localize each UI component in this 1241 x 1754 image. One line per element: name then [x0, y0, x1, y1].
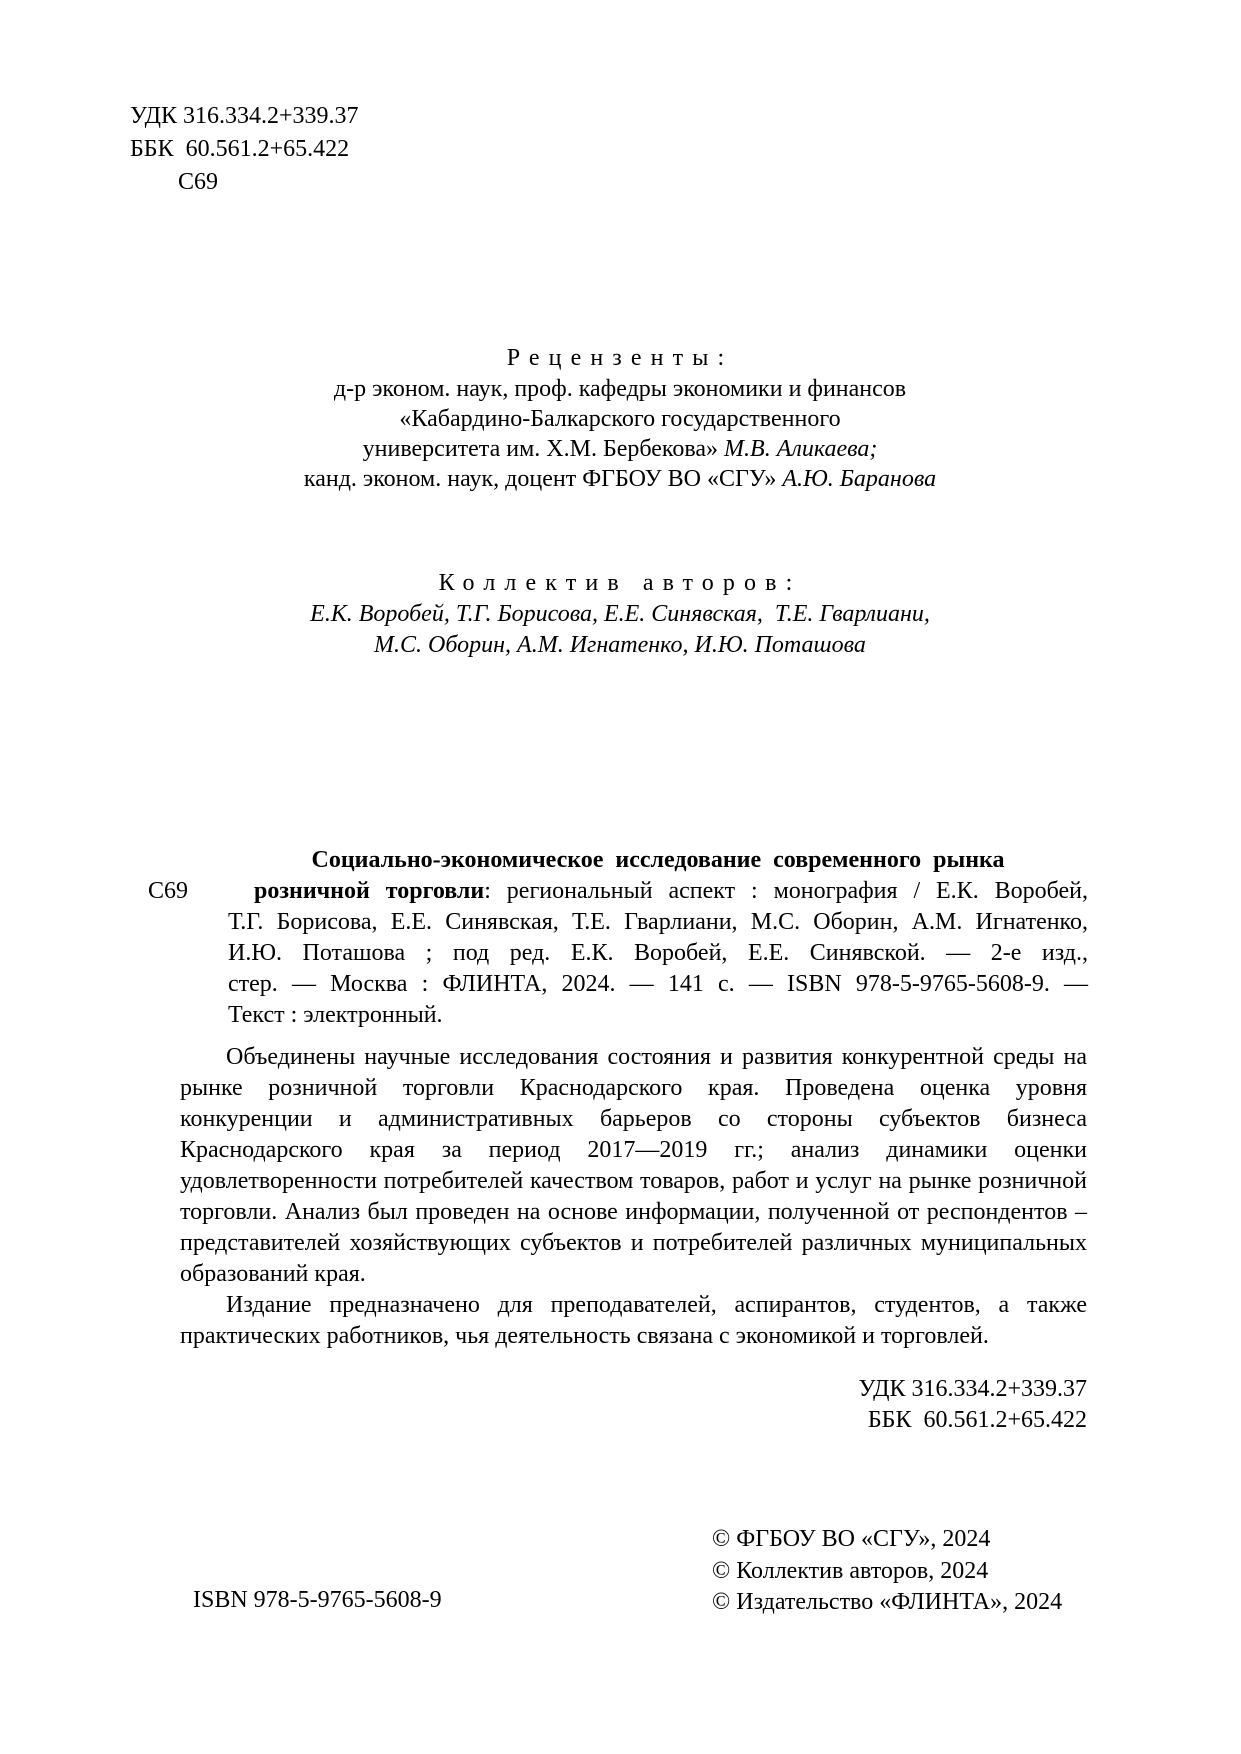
annotation-paragraph: Издание предназначено для преподавателей, аспирантов, студентов, а также практических работников, чья деятельность связана с экономикой и торговлей. — [180, 1292, 1087, 1349]
catalog-card — [148, 845, 1088, 1031]
reviewers-heading: Рецензенты: — [506, 345, 734, 371]
card-line — [228, 876, 1088, 907]
card-title-continuation: розничной торговли — [254, 878, 485, 904]
authors-line: Е.К. Воробей, Т.Г. Борисова, Е.Е. Синявская, Т.Е. Гварлиани, — [310, 601, 930, 627]
reviewer-line: «Кабардино-Балкарского государственного — [399, 406, 841, 432]
card-line: Текст : электронный. — [228, 1002, 443, 1028]
reviewers-block — [150, 343, 1090, 494]
reviewer-name: М.В. Аликаева; — [724, 436, 878, 462]
udc-code: УДК 316.334.2+339.37 — [130, 103, 359, 129]
authors-team-heading: Коллектив авторов: — [438, 570, 802, 596]
authors-line: М.С. Оборин, А.М. Игнатенко, И.Ю. Поташова — [374, 632, 866, 658]
reviewer-affiliation: университета им. Х.М. Бербекова» — [362, 436, 725, 462]
card-subtitle: : региональный аспект : монография / Е.К. Воробей, — [484, 878, 1088, 904]
author-sign: С69 — [148, 878, 189, 904]
copyright-line: © Коллектив авторов, 2024 — [712, 1557, 989, 1584]
annotation — [180, 1042, 1087, 1352]
card-line: Т.Г. Борисова, Е.Е. Синявская, Т.Е. Гварлиани, М.С. Оборин, А.М. Игнатенко, — [228, 909, 1088, 935]
bbk-code: ББК 60.561.2+65.422 — [130, 136, 350, 162]
card-line: стер. — Москва : ФЛИНТА, 2024. — 141 с. — ISBN 978-5-9765-5608-9. — — [228, 971, 1088, 997]
bbk-code: ББК 60.561.2+65.422 — [867, 1407, 1087, 1433]
classification-codes-top — [130, 100, 358, 199]
card-title-line: Социально-экономическое исследование современного рынка — [311, 847, 1005, 873]
annotation-paragraph: Объединены научные исследования состояния и развития конкурентной среды на рынке розничной торговли Краснодарского края. Проведена оценка уровня конкуренции и административных барьеров со стороны субъектов бизнеса Краснодарского края за период 2017—2019 гг.; анализ динамики оценки удовлетворенности потребителей качеством товаров, работ и услуг на рынке розничной торговли. Анализ был проведен на основе информации, полученной от респондентов – представителей хозяйствующих субъектов и потребителей различных муниципальных образований края. — [180, 1044, 1087, 1287]
reviewer-affiliation: канд. эконом. наук, доцент ФГБОУ ВО «СГУ» — [303, 466, 783, 492]
author-sign: С69 — [178, 169, 219, 195]
reviewer-name: А.Ю. Баранова — [782, 466, 937, 492]
udc-code: УДК 316.334.2+339.37 — [858, 1376, 1087, 1402]
copyright-block — [712, 1524, 1062, 1619]
classification-codes-bottom — [859, 1374, 1087, 1436]
reviewer-line: д-р эконом. наук, проф. кафедры экономики и финансов — [333, 376, 907, 402]
copyright-line: © ФГБОУ ВО «СГУ», 2024 — [712, 1526, 991, 1552]
isbn: ISBN 978-5-9765-5608-9 — [193, 1587, 442, 1613]
card-line: И.Ю. Поташова ; под ред. Е.К. Воробей, Е.Е. Синявской. — 2-е изд., — [228, 940, 1088, 966]
reviewer-line — [150, 464, 1090, 494]
reviewer-line — [150, 434, 1090, 464]
authors-team-block — [150, 568, 1090, 661]
copyright-line: © Издательство «ФЛИНТА», 2024 — [712, 1589, 1063, 1615]
